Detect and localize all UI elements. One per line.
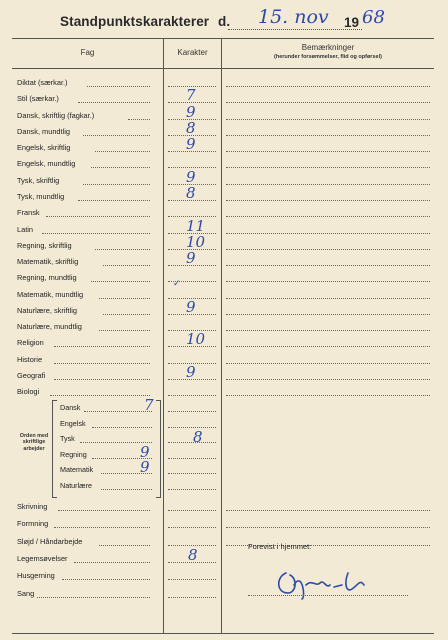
- page-title: [60, 14, 230, 29]
- header-bottom-border: [12, 68, 434, 69]
- orden-row-1-label: Engelsk: [60, 419, 86, 428]
- subject-row-17-remark-line: [226, 363, 430, 364]
- subject-row-5-dots: [91, 167, 150, 168]
- column-divider-2: [221, 38, 222, 633]
- orden-bracket-grade: 8: [193, 428, 203, 446]
- subject-row-16-dots: [54, 346, 150, 347]
- subject-row-6-grade: 9: [186, 168, 196, 186]
- other-row-1-remark-line: [226, 527, 430, 528]
- other-row-5-grade-line: [168, 597, 216, 598]
- orden-bracket-left: [52, 400, 57, 498]
- other-row-1-dots: [54, 527, 150, 528]
- subject-row-14-remark-line: [226, 314, 430, 315]
- other-row-3-grade: 8: [188, 546, 198, 564]
- subject-row-15-remark-line: [226, 330, 430, 331]
- subject-row-9-label: Latin: [17, 225, 34, 234]
- subject-row-5-remark-line: [226, 167, 430, 168]
- orden-bracket-right: [156, 400, 161, 498]
- subject-row-2-grade: 9: [186, 103, 196, 121]
- orden-row-0-dots: [84, 411, 152, 412]
- subject-row-12-dots: [91, 281, 150, 282]
- other-row-2-dots: [99, 545, 150, 546]
- other-row-3-dots: [74, 562, 150, 563]
- subject-row-2-label: Dansk, skriftlig (fagkar.): [17, 111, 95, 120]
- other-row-1-label: Formning: [17, 519, 49, 528]
- subject-row-9-remark-line: [226, 233, 430, 234]
- subject-row-4-dots: [95, 151, 150, 152]
- orden-row-0-label: Dansk: [60, 403, 81, 412]
- subject-row-1-remark-line: [226, 102, 430, 103]
- other-row-3-label: Legemsøvelser: [17, 554, 68, 563]
- subject-row-3-dots: [83, 135, 151, 136]
- subject-row-15-label: Naturlære, mundtlig: [17, 322, 82, 331]
- subject-row-6-remark-line: [226, 184, 430, 185]
- subject-row-3-label: Dansk, mundtlig: [17, 127, 70, 136]
- orden-row-3-label: Regning: [60, 450, 87, 459]
- other-row-4-dots: [62, 579, 150, 580]
- subject-row-6-label: Tysk, skriftlig: [17, 176, 60, 185]
- subject-row-3-remark-line: [226, 135, 430, 136]
- subject-row-3-grade: 8: [186, 119, 196, 137]
- subject-row-13-label: Matematik, mundtlig: [17, 290, 84, 299]
- subject-row-7-remark-line: [226, 200, 430, 201]
- other-row-4-label: Husgerning: [17, 571, 55, 580]
- subject-row-0-dots: [87, 86, 150, 87]
- check-mark: ✓: [173, 278, 181, 288]
- header-fag: Fag: [80, 48, 95, 57]
- year-prefix: 19: [344, 15, 360, 30]
- other-row-5-label: Sang: [17, 589, 35, 598]
- other-row-1-grade-line: [168, 527, 216, 528]
- subject-row-14-label: Naturlære, skriftlig: [17, 306, 77, 315]
- subject-row-7-dots: [78, 200, 150, 201]
- subject-row-9-dots: [42, 233, 151, 234]
- orden-row-2-label: Tysk: [60, 434, 75, 443]
- subject-row-10-dots: [95, 249, 150, 250]
- subject-row-7-grade: 8: [186, 184, 196, 202]
- subject-row-19-remark-line: [226, 395, 430, 396]
- subject-row-8-remark-line: [226, 216, 430, 217]
- subject-row-18-label: Geografi: [17, 371, 46, 380]
- orden-row-1-dots: [92, 427, 152, 428]
- subject-row-6-dots: [83, 184, 151, 185]
- subject-row-11-dots: [103, 265, 150, 266]
- subject-row-16-label: Religion: [17, 338, 44, 347]
- orden-row-5-dots: [101, 489, 152, 490]
- orden-row-3-grade: 9: [140, 443, 150, 461]
- subject-row-19-grade-line: [168, 395, 216, 396]
- orden-label: Orden med skriftlige arbejder: [19, 433, 49, 452]
- orden-row-5-grade-line: [168, 489, 216, 490]
- orden-row-0-grade-line: [168, 411, 216, 412]
- subject-row-12-remark-line: [226, 281, 430, 282]
- subject-row-14-grade: 9: [186, 298, 196, 316]
- orden-row-4-grade-line: [168, 473, 216, 474]
- other-row-0-remark-line: [226, 510, 430, 511]
- header-bemaerkninger: Bemærkninger: [301, 43, 355, 52]
- other-row-0-grade-line: [168, 510, 216, 511]
- title-date-line: [228, 29, 362, 30]
- subject-row-11-label: Matematik, skriftlig: [17, 257, 79, 266]
- subject-row-18-dots: [54, 379, 150, 380]
- orden-row-4-grade: 9: [140, 458, 150, 476]
- title-text: Standpunktskarakterer: [60, 14, 210, 29]
- subject-row-2-remark-line: [226, 119, 430, 120]
- subject-row-15-dots: [99, 330, 150, 331]
- other-row-0-dots: [58, 510, 150, 511]
- subject-row-16-remark-line: [226, 346, 430, 347]
- subject-row-18-remark-line: [226, 379, 430, 380]
- subject-row-10-grade: 10: [186, 233, 206, 251]
- table-bottom-border: [12, 633, 434, 634]
- subject-row-4-remark-line: [226, 151, 430, 152]
- subject-row-1-label: Stil (særkar.): [17, 94, 59, 103]
- subject-row-4-grade: 9: [186, 135, 196, 153]
- column-divider-1: [163, 38, 164, 633]
- subject-row-2-dots: [128, 119, 150, 120]
- header-bemaerkninger-sub: (herunder forsømmelser, flid og opførsel): [274, 54, 382, 60]
- other-row-0-label: Skrivning: [17, 502, 48, 511]
- subject-row-0-remark-line: [226, 86, 430, 87]
- title-d-label: d.: [218, 14, 231, 29]
- subject-row-1-grade: 7: [186, 86, 196, 104]
- subject-row-10-label: Regning, skriftlig: [17, 241, 72, 250]
- other-row-2-label: Sløjd / Håndarbejde: [17, 537, 83, 546]
- subject-row-13-remark-line: [226, 298, 430, 299]
- subject-row-13-dots: [99, 298, 150, 299]
- handwritten-year: 68: [362, 7, 385, 28]
- subject-row-16-grade: 10: [186, 330, 206, 348]
- subject-row-18-grade: 9: [186, 363, 196, 381]
- signature-line: [248, 595, 408, 596]
- orden-row-2-grade-line: [168, 442, 216, 443]
- subject-row-4-label: Engelsk, skriftlig: [17, 143, 71, 152]
- subject-row-19-label: Biologi: [17, 387, 40, 396]
- subject-row-7-label: Tysk, mundtlig: [17, 192, 65, 201]
- other-row-4-grade-line: [168, 579, 216, 580]
- handwritten-date: 15. nov: [258, 6, 329, 28]
- orden-row-5-label: Naturlære: [60, 481, 92, 490]
- subject-row-0-label: Diktat (særkar.): [17, 78, 68, 87]
- subject-row-14-dots: [103, 314, 150, 315]
- subject-row-9-grade: 11: [186, 217, 206, 235]
- subject-row-12-label: Regning, mundtlig: [17, 273, 77, 282]
- table-top-border: [12, 38, 434, 39]
- subject-row-1-dots: [78, 102, 150, 103]
- subject-row-17-label: Historie: [17, 355, 43, 364]
- subject-row-8-label: Fransk: [17, 208, 40, 217]
- parent-signature: [272, 563, 382, 603]
- subject-row-19-dots: [50, 395, 150, 396]
- orden-row-3-grade-line: [168, 458, 216, 459]
- orden-row-1-grade-line: [168, 427, 216, 428]
- forevist-label: Forevist i hjemmet:: [248, 542, 312, 551]
- subject-row-11-remark-line: [226, 265, 430, 266]
- header-karakter: Karakter: [177, 48, 208, 57]
- orden-row-0-grade: 7: [144, 396, 154, 414]
- subject-row-8-dots: [46, 216, 150, 217]
- subject-row-10-remark-line: [226, 249, 430, 250]
- other-row-5-dots: [37, 597, 150, 598]
- subject-row-5-label: Engelsk, mundtlig: [17, 159, 76, 168]
- subject-row-17-dots: [54, 363, 150, 364]
- orden-row-4-label: Matematik: [60, 465, 94, 474]
- subject-row-11-grade: 9: [186, 249, 196, 267]
